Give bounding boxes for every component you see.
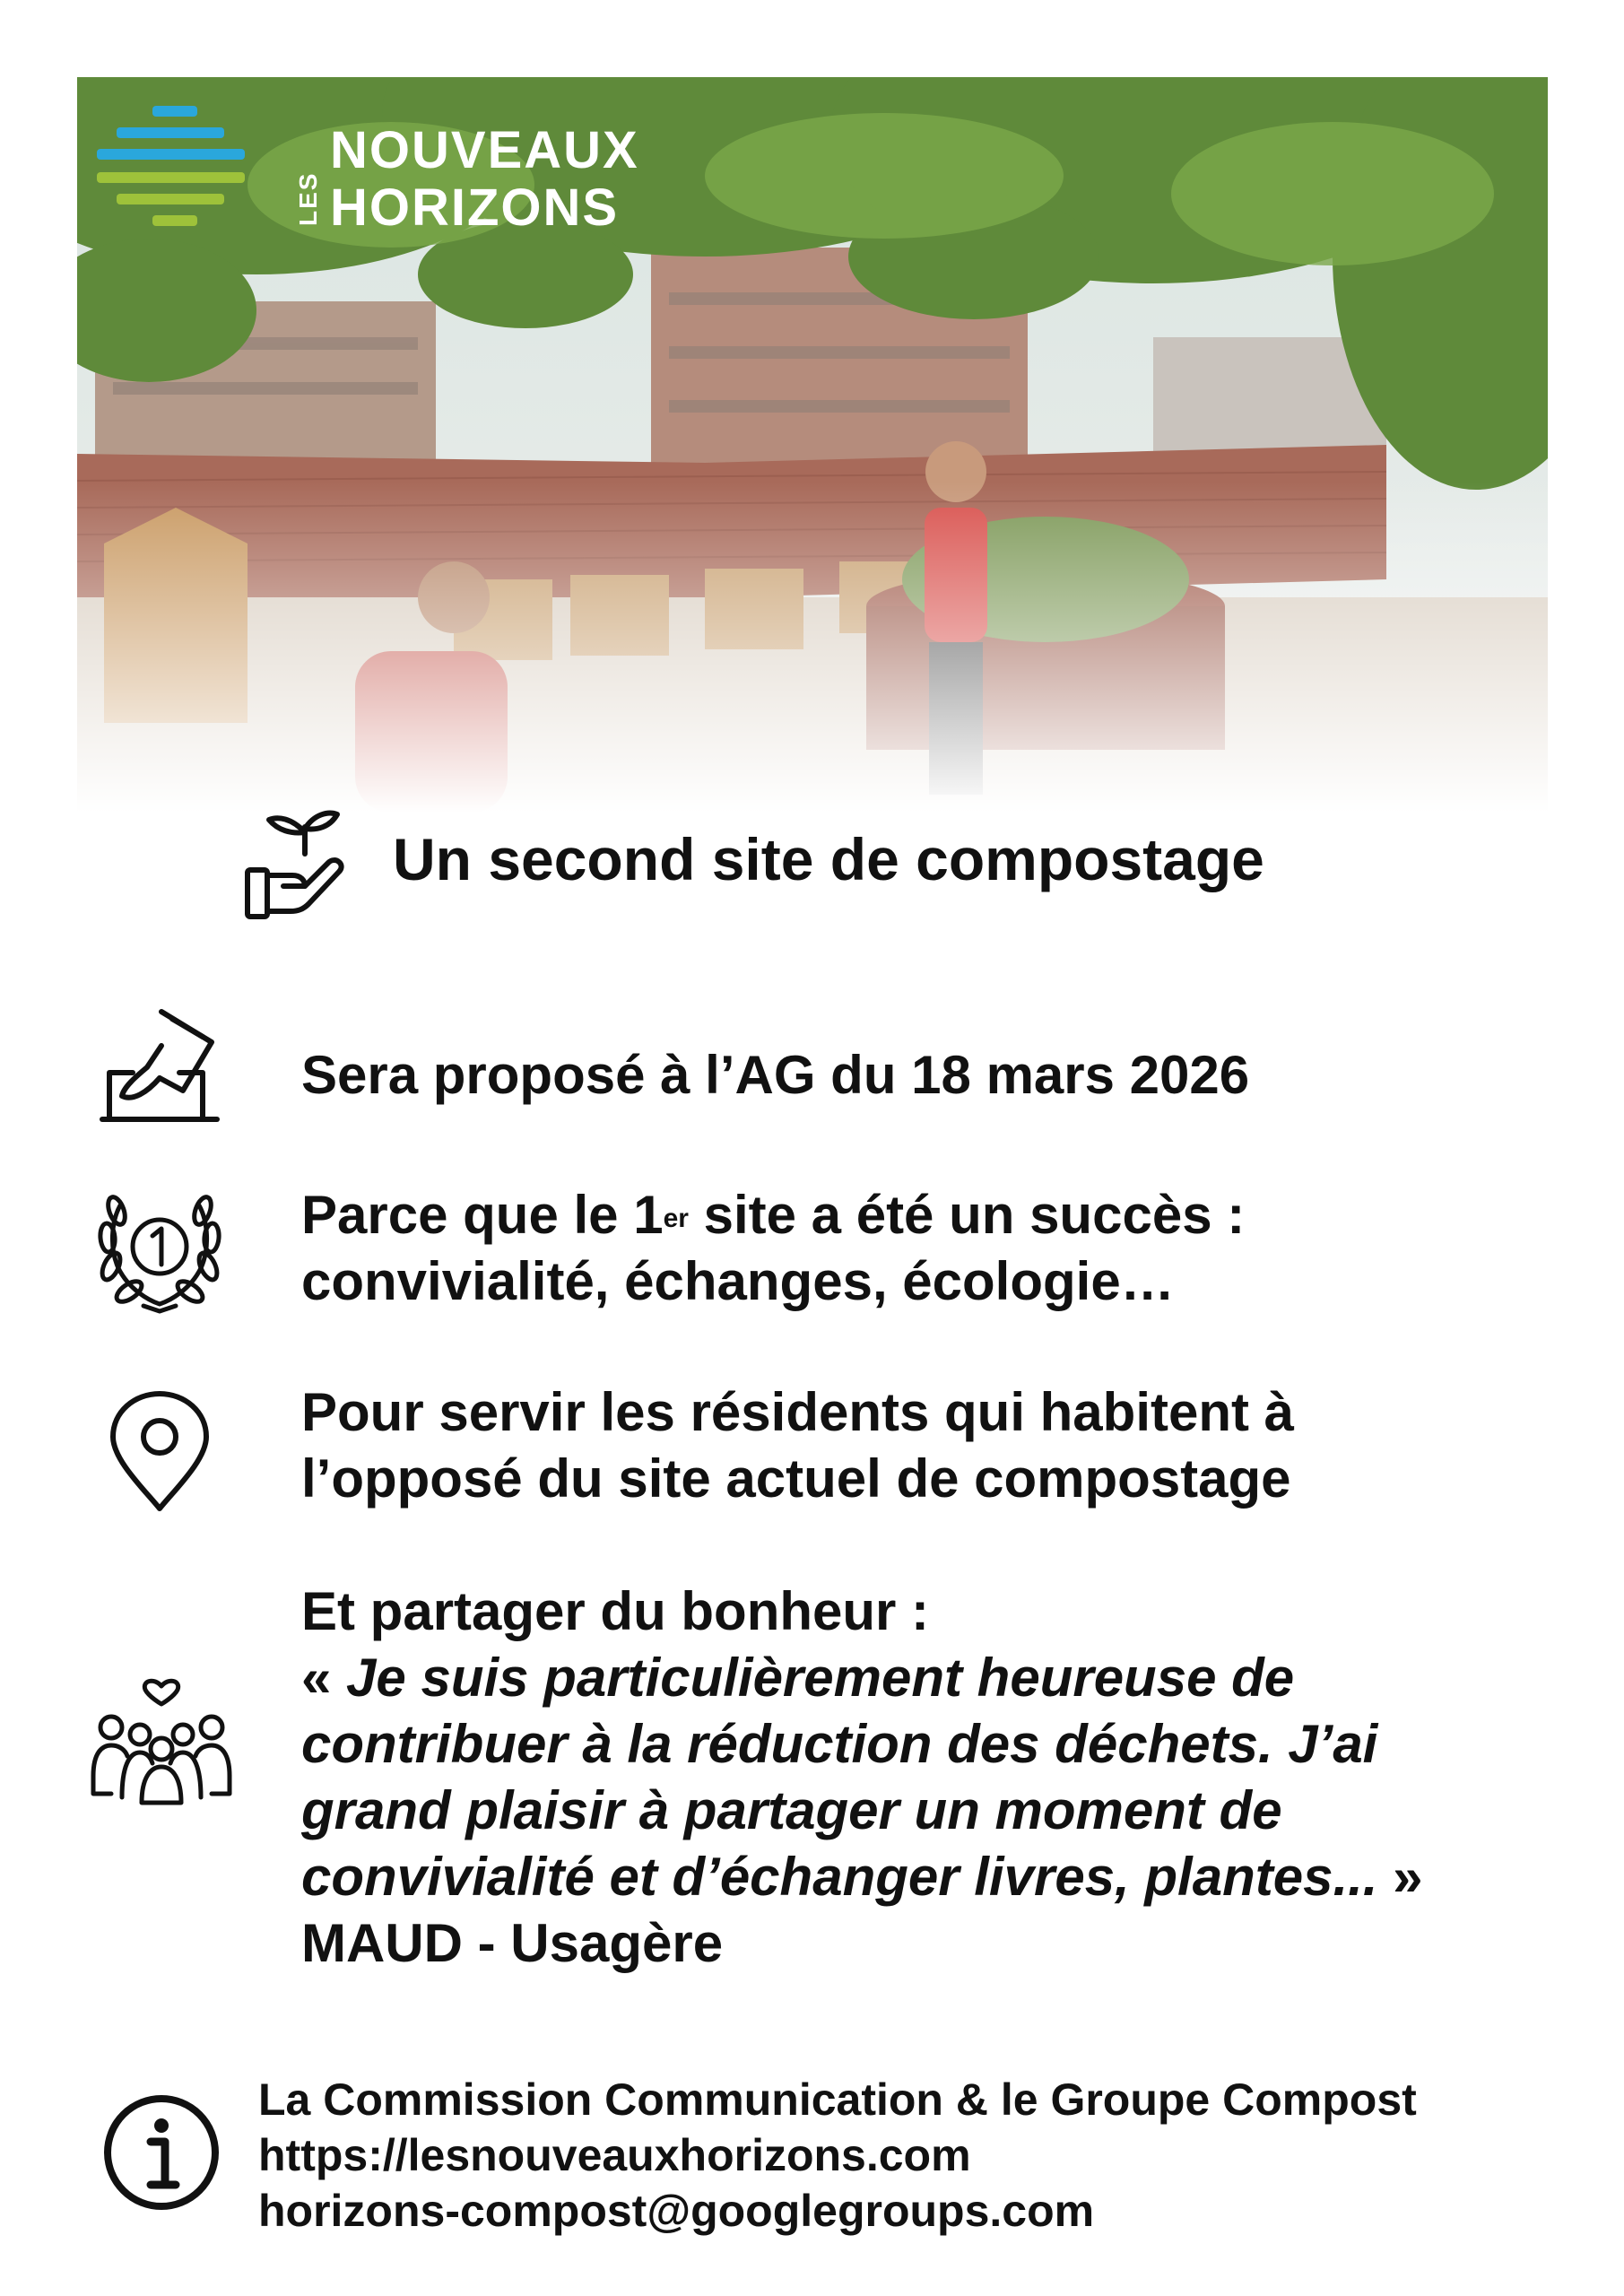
item-ag-proposal bbox=[301, 1042, 1249, 1109]
footer-email-link[interactable]: horizons-compost@googlegroups.com bbox=[258, 2186, 1095, 2236]
ballot-box-icon bbox=[97, 1003, 222, 1128]
quote-text-4: convivialité et d’échanger livres, plantes... bbox=[301, 1847, 1378, 1907]
footer-website-link[interactable]: https://lesnouveauxhorizons.com bbox=[258, 2130, 971, 2180]
share-happiness-intro: Et partager du bonheur : bbox=[301, 1581, 930, 1641]
title-row bbox=[242, 789, 1408, 933]
location-pin-icon bbox=[106, 1388, 213, 1514]
laurel-first-place-icon bbox=[93, 1186, 226, 1320]
info-icon bbox=[100, 2092, 222, 2213]
quote-line-1 bbox=[301, 1645, 1423, 1711]
ordinal-suffix: er bbox=[663, 1204, 689, 1233]
serve-residents-line1: Pour servir les résidents qui habitent à bbox=[301, 1382, 1295, 1442]
logo-line1: NOUVEAUX bbox=[330, 121, 639, 179]
line1-part-b: site a été un succès : bbox=[688, 1185, 1246, 1245]
logo-les: LES bbox=[294, 171, 322, 226]
hand-sprout-icon bbox=[242, 800, 368, 926]
item-serve-residents bbox=[301, 1379, 1294, 1512]
logo-line2: HORIZONS bbox=[330, 178, 620, 237]
quote-close-mark: » bbox=[1377, 1847, 1423, 1907]
item-share-happiness bbox=[301, 1578, 1423, 1977]
logo-stripes-icon bbox=[90, 100, 251, 244]
community-heart-icon bbox=[86, 1659, 237, 1812]
quote-line-3: grand plaisir à partager un moment de bbox=[301, 1780, 1282, 1840]
item-first-site-success bbox=[301, 1182, 1245, 1315]
brand-logo bbox=[90, 100, 735, 253]
footer-contact bbox=[258, 2072, 1417, 2239]
quote-author: MAUD - Usagère bbox=[301, 1913, 724, 1973]
serve-residents-line2: l’opposé du site actuel de compostage bbox=[301, 1448, 1291, 1509]
quote-line-2: contribuer à la réduction des déchets. J’ai bbox=[301, 1714, 1378, 1774]
quote-line-4 bbox=[301, 1844, 1423, 1910]
line1-part-a: Parce que le 1 bbox=[301, 1185, 664, 1245]
item-first-site-line1 bbox=[301, 1182, 1245, 1248]
item-ag-proposal-text: Sera proposé à l’AG du 18 mars 2026 bbox=[301, 1045, 1250, 1105]
page-title: Un second site de compostage bbox=[393, 826, 1264, 892]
item-first-site-line2: convivialité, échanges, écologie… bbox=[301, 1251, 1175, 1311]
quote-open-mark: « bbox=[301, 1648, 347, 1708]
quote-text-1: Je suis particulièrement heureuse de bbox=[346, 1648, 1295, 1708]
footer-organizers: La Commission Communication & le Groupe Compost bbox=[258, 2074, 1417, 2125]
